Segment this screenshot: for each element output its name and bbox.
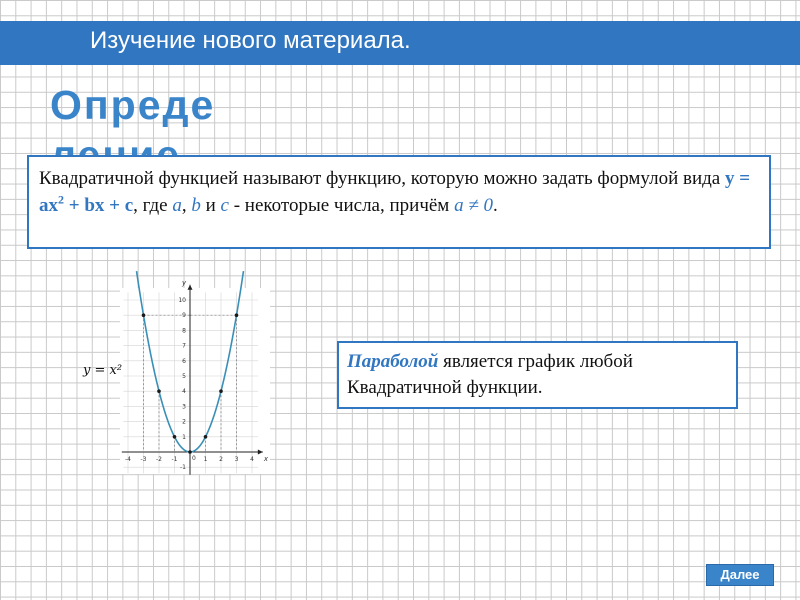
data-point (157, 389, 161, 393)
condition: a ≠ 0 (454, 195, 494, 216)
definition-box (27, 155, 771, 249)
y-tick-label: 7 (182, 342, 186, 350)
y-tick-label: 9 (182, 312, 186, 320)
heading-container (50, 80, 230, 154)
y-tick-label: 5 (182, 373, 186, 380)
var-c: c (220, 195, 229, 216)
y-tick-label: 6 (182, 357, 186, 365)
y-tick-label: 1 (182, 433, 186, 441)
formula-exponent: 2 (58, 192, 64, 207)
next-button[interactable]: Далее (706, 564, 774, 586)
y-tick-label: 3 (182, 403, 186, 411)
y-tick-label: 4 (182, 388, 186, 396)
y-tick-label: 8 (182, 327, 186, 335)
section-heading: Опреде (50, 82, 216, 128)
x-tick-label: 3 (234, 456, 239, 463)
conjunction: и (200, 195, 221, 216)
definition-end: . (493, 195, 498, 216)
definition-text-3: - некоторые числа, причём (228, 195, 455, 216)
x-tick-label: -2 (156, 456, 162, 463)
data-point (173, 435, 177, 439)
definition-text: Квадратичной функцией называют функцию, которую можно задать формулой вида (39, 168, 725, 189)
data-point (219, 389, 223, 393)
y-tick-label: -1 (180, 464, 186, 472)
x-axis-label: x (263, 455, 269, 463)
x-tick-label: -3 (140, 456, 147, 463)
header-bar (0, 21, 800, 65)
x-tick-label: -4 (125, 456, 131, 463)
formula-rest: + bx + c (64, 195, 134, 216)
equation-label: y = x² (83, 363, 123, 378)
separator: , (181, 195, 192, 216)
x-tick-label: 2 (219, 456, 223, 463)
origin-label: 0 (192, 455, 196, 462)
data-point (142, 313, 146, 317)
x-tick-label: -1 (171, 456, 178, 463)
x-tick-label: 4 (250, 456, 254, 463)
y-tick-label: 2 (182, 418, 186, 426)
parabola-text: является график любой Квадратичной функции. (347, 351, 633, 398)
parabola-definition-box (337, 341, 738, 409)
formula-main: y = ax (39, 168, 751, 216)
var-b: b (191, 195, 201, 216)
y-tick-label: 10 (178, 297, 186, 304)
parabola-graph (80, 274, 280, 480)
y-axis-label: y (182, 278, 187, 287)
slide-title: Изучение нового материала. (90, 27, 411, 54)
data-point (235, 313, 239, 317)
var-a: a (172, 195, 182, 216)
parabola-term: Параболой (347, 351, 439, 372)
x-tick-label: 1 (203, 456, 208, 463)
data-point (188, 450, 192, 454)
definition-text-2: , где (133, 195, 173, 216)
data-point (204, 435, 208, 439)
y-axis-arrow (188, 285, 193, 290)
